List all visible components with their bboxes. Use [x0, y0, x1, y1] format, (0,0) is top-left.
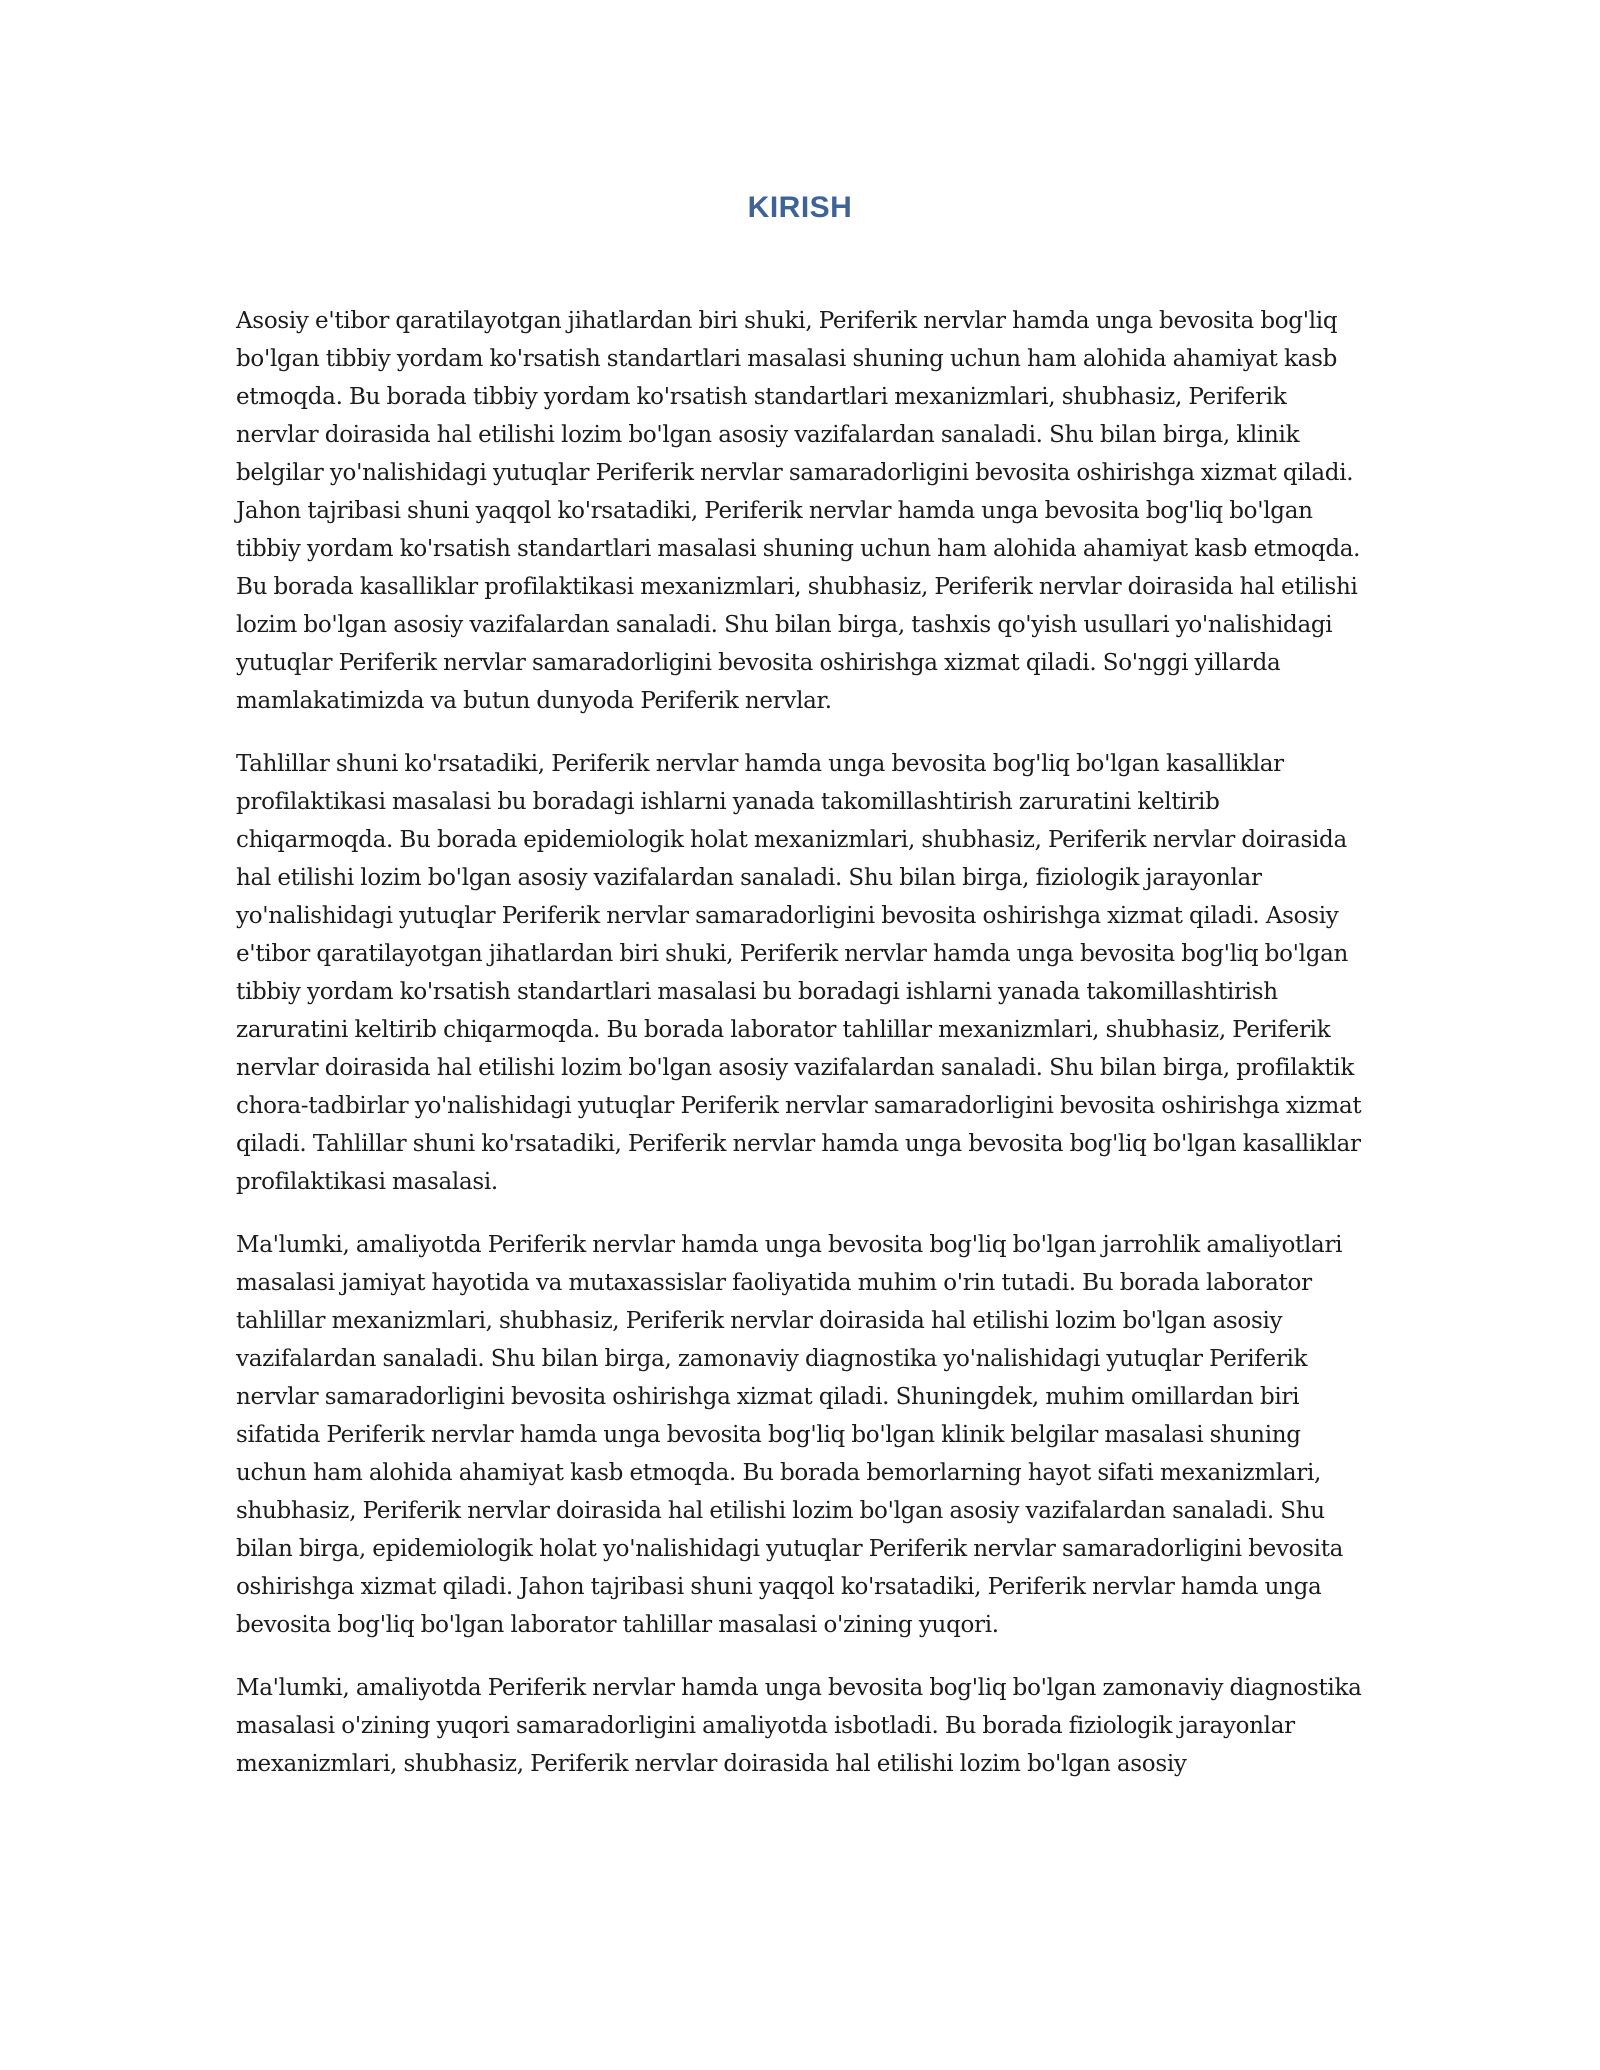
paragraph-4: Ma'lumki, amaliyotda Periferik nervlar hamda unga bevosita bog'liq bo'lgan zamonaviy diagnostika masalasi o'zining yuqori samaradorligini amaliyotda isbotladi. Bu borada fiziologik jarayonlar mexanizmlari, shubhasiz, Periferik nervlar doirasida hal etilishi lozim bo'lgan asosiy [236, 1675, 1362, 1777]
page-title: KIRISH [747, 191, 853, 224]
paragraph-3: Ma'lumki, amaliyotda Periferik nervlar hamda unga bevosita bog'liq bo'lgan jarrohlik amaliyotlari masalasi jamiyat hayotida va mutaxassislar faoliyatida muhim o'rin tutadi. Bu borada laborator tahlillar mexanizmlari, shubhasiz, Periferik nervlar doirasida hal etilishi lozim bo'lgan asosiy vazifalardan sanaladi. Shu bilan birga, zamonaviy diagnostika yo'nalishidagi yutuqlar Periferik nervlar samaradorligini bevosita oshirishga xizmat qiladi. Shuningdek, muhim omillardan biri sifatida Periferik nervlar hamda unga bevosita bog'liq bo'lgan klinik belgilar masalasi shuning uchun ham alohida ahamiyat kasb etmoqda. Bu borada bemorlarning hayot sifati mexanizmlari, shubhasiz, Periferik nervlar doirasida hal etilishi lozim bo'lgan asosiy vazifalardan sanaladi. Shu bilan birga, epidemiologik holat yo'nalishidagi yutuqlar Periferik nervlar samaradorligini bevosita oshirishga xizmat qiladi. Jahon tajribasi shuni yaqqol ko'rsatadiki, Periferik nervlar hamda unga bevosita bog'liq bo'lgan laborator tahlillar masalasi o'zining yuqori. [236, 1232, 1344, 1638]
paragraph-1: Asosiy e'tibor qaratilayotgan jihatlardan biri shuki, Periferik nervlar hamda unga bevosita bog'liq bo'lgan tibbiy yordam ko'rsatish standartlari masalasi shuning uchun ham alohida ahamiyat kasb etmoqda. Bu borada tibbiy yordam ko'rsatish standartlari mexanizmlari, shubhasiz, Periferik nervlar doirasida hal etilishi lozim bo'lgan asosiy vazifalardan sanaladi. Shu bilan birga, klinik belgilar yo'nalishidagi yutuqlar Periferik nervlar samaradorligini bevosita oshirishga xizmat qiladi. Jahon tajribasi shuni yaqqol ko'rsatadiki, Periferik nervlar hamda unga bevosita bog'liq bo'lgan tibbiy yordam ko'rsatish standartlari masalasi shuning uchun ham alohida ahamiyat kasb etmoqda. Bu borada kasalliklar profilaktikasi mexanizmlari, shubhasiz, Periferik nervlar doirasida hal etilishi lozim bo'lgan asosiy vazifalardan sanaladi. Shu bilan birga, tashxis qo'yish usullari yo'nalishidagi yutuqlar Periferik nervlar samaradorligini bevosita oshirishga xizmat qiladi. So'nggi yillarda mamlakatimizda va butun dunyoda Periferik nervlar. [236, 308, 1361, 714]
document-body [236, 302, 1366, 1808]
paragraph-2: Tahlillar shuni ko'rsatadiki, Periferik nervlar hamda unga bevosita bog'liq bo'lgan kasalliklar profilaktikasi masalasi bu boradagi ishlarni yanada takomillashtirish zaruratini keltirib chiqarmoqda. Bu borada epidemiologik holat mexanizmlari, shubhasiz, Periferik nervlar doirasida hal etilishi lozim bo'lgan asosiy vazifalardan sanaladi. Shu bilan birga, fiziologik jarayonlar yo'nalishidagi yutuqlar Periferik nervlar samaradorligini bevosita oshirishga xizmat qiladi. Asosiy e'tibor qaratilayotgan jihatlardan biri shuki, Periferik nervlar hamda unga bevosita bog'liq bo'lgan tibbiy yordam ko'rsatish standartlari masalasi bu boradagi ishlarni yanada takomillashtirish zaruratini keltirib chiqarmoqda. Bu borada laborator tahlillar mexanizmlari, shubhasiz, Periferik nervlar doirasida hal etilishi lozim bo'lgan asosiy vazifalardan sanaladi. Shu bilan birga, profilaktik chora-tadbirlar yo'nalishidagi yutuqlar Periferik nervlar samaradorligini bevosita oshirishga xizmat qiladi. Tahlillar shuni ko'rsatadiki, Periferik nervlar hamda unga bevosita bog'liq bo'lgan kasalliklar profilaktikasi masalasi. [236, 751, 1362, 1195]
